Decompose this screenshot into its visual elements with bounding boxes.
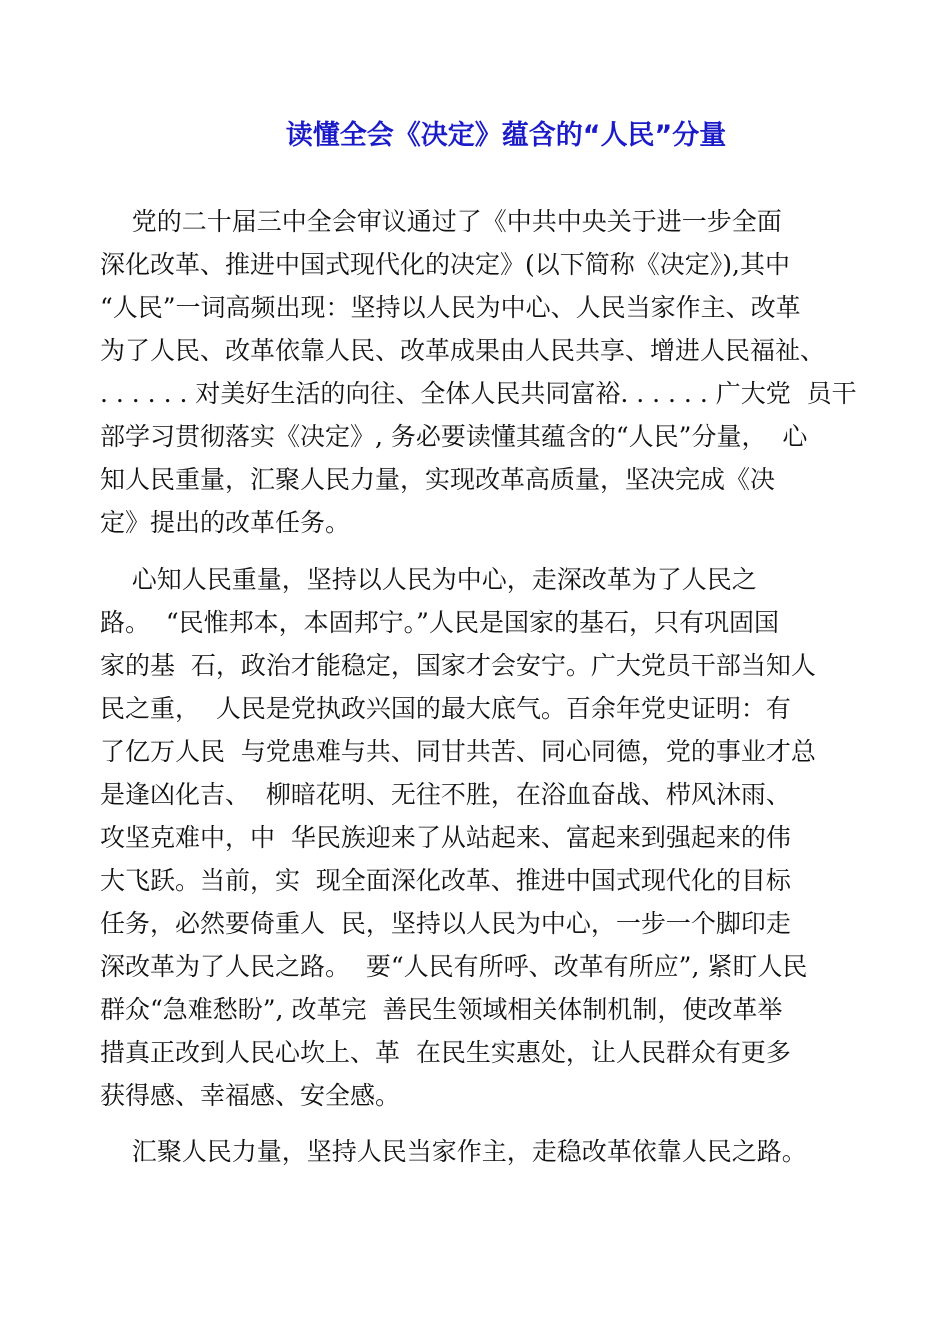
text-line: 家的基 石，政治才能稳定，国家才会安宁。广大党员干部当知人 bbox=[100, 651, 816, 680]
text-line: 汇聚人民力量，坚持人民当家作主，走稳改革依靠人民之路。 bbox=[100, 1137, 807, 1166]
text-line: 攻坚克难中，中 华民族迎来了从站起来、富起来到强起来的伟 bbox=[100, 823, 791, 852]
text-line: 部学习贯彻落实《决定》, 务必要读懂其蕴含的“人民”分量， 心 bbox=[100, 422, 808, 451]
text-line: 任务，必然要倚重人 民，坚持以人民为中心，一步一个脚印走 bbox=[100, 909, 791, 938]
text-line: 是逢凶化吉、 柳暗花明、无往不胜，在浴血奋战、栉风沐雨、 bbox=[100, 780, 791, 809]
text-line: 获得感、幸福感、安全感。 bbox=[100, 1081, 401, 1110]
text-line: 了亿万人民 与党患难与共、同甘共苦、同心同德，党的事业才总 bbox=[100, 737, 816, 766]
text-line: 党的二十届三中全会审议通过了《中共中央关于进一步全面 bbox=[100, 207, 782, 236]
text-line: 深改革为了人民之路。 要“人民有所呼、改革有所应”, 紧盯人民 bbox=[100, 952, 808, 981]
text-line: 群众“急难愁盼”, 改革完 善民生领域相关体制机制，使改革举 bbox=[100, 995, 783, 1024]
text-line: 民之重， 人民是党执政兴国的最大底气。百余年党史证明：有 bbox=[100, 694, 791, 723]
document-title: 读懂全会《决定》蕴含的“人民”分量 bbox=[285, 120, 727, 151]
text-line: 路。 “民惟邦本，本固邦宁。”人民是国家的基石，只有巩固国 bbox=[100, 608, 779, 637]
text-line: 定》提出的改革任务。 bbox=[100, 508, 351, 537]
text-line: 心知人民重量，坚持以人民为中心，走深改革为了人民之 bbox=[100, 565, 757, 594]
text-line: 为了人民、改革依靠人民、改革成果由人民共享、增进人民福祉、 bbox=[100, 336, 826, 365]
text-line: . . . . . . 对美好生活的向往、全体人民共同富裕. . . . . . 广大党 员干 bbox=[100, 379, 857, 408]
text-line: 措真正改到人民心坎上、革 在民生实惠处，让人民群众有更多 bbox=[100, 1038, 791, 1067]
text-line: “人民”一词高频出现：坚持以人民为中心、人民当家作主、改革 bbox=[100, 293, 801, 322]
text-line: 知人民重量，汇聚人民力量，实现改革高质量，坚决完成《决 bbox=[100, 465, 776, 494]
text-line: 深化改革、推进中国式现代化的决定》(以下简称《决定》),其中 bbox=[100, 250, 790, 279]
text-line: 大飞跃。当前，实 现全面深化改革、推进中国式现代化的目标 bbox=[100, 866, 791, 895]
